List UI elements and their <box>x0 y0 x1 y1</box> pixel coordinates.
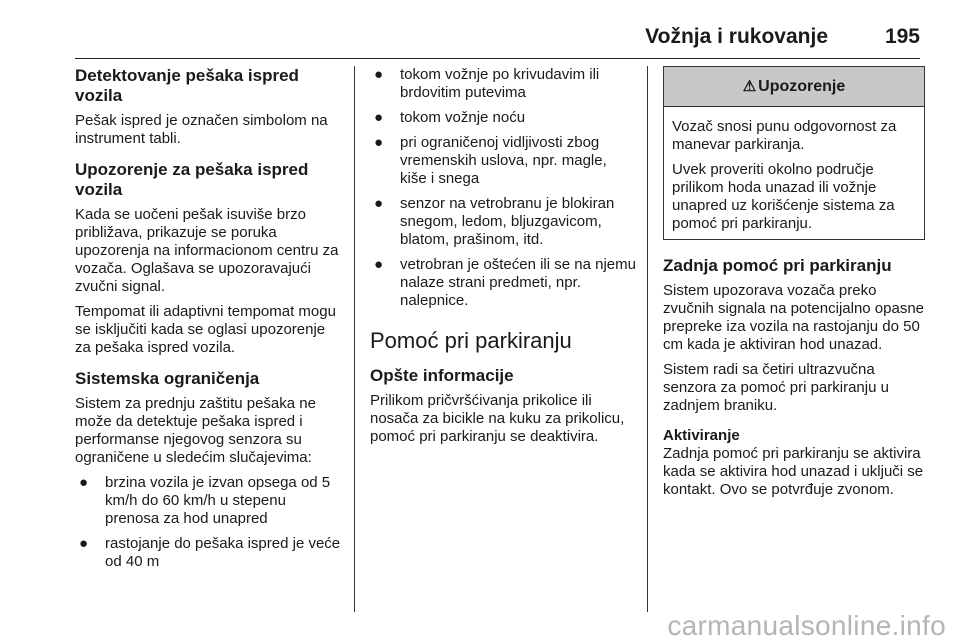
warning-triangle-icon: ⚠ <box>742 78 757 95</box>
list-item: ● pri ograničenoj vidljivosti zbog vremenskih uslova, npr. magle, kiše i snega <box>374 134 607 187</box>
limits-list <box>75 474 341 571</box>
list-item: ● brzina vozila je izvan opsega od 5 km/h do 60 km/h u stepenu prenosa za hod unapred <box>79 474 331 527</box>
column-left <box>75 66 341 578</box>
limits-list-continued <box>370 66 636 310</box>
bullet-icon: ● <box>374 109 384 126</box>
column-divider <box>354 66 355 612</box>
paragraph: Zadnja pomoć pri parkiranju se aktivira kada se aktivira hod unazad i uključi se kontakt. Ovo se potvrđuje zvonom. <box>663 445 924 498</box>
column-right <box>663 66 925 506</box>
bullet-icon: ● <box>79 535 89 552</box>
section-title: Vožnja i rukovanje <box>645 25 828 48</box>
paragraph: Vozač snosi punu odgovornost za manevar parkiranja. <box>672 118 897 153</box>
paragraph: Sistem za prednju zaštitu pešaka ne može da detektuje pešaka ispred i performanse njegovog senzora su ograničene u sledećim slučajevima: <box>75 395 316 466</box>
paragraph: Kada se uočeni pešak isuviše brzo približava, prikazuje se poruka upozorenja na informacionom centru za vozača. Oglašava se upozoravajući zvučni signal. <box>75 206 339 295</box>
list-item: ● senzor na vetrobranu je blokiran snegom, ledom, bljuzgavicom, blatom, prašinom, itd. <box>374 195 615 248</box>
bullet-icon: ● <box>374 66 384 83</box>
heading-pedestrian-warning: Upozorenje za pešaka ispred vozila <box>75 160 309 199</box>
warning-title: Upozorenje <box>758 78 846 95</box>
bullet-icon: ● <box>374 134 384 151</box>
paragraph: Prilikom pričvršćivanja prikolice ili nosača za bicikle na kuku za prikolicu, pomoć pri parkiranju se deaktivira. <box>370 392 625 445</box>
heading-activation: Aktiviranje <box>663 427 740 444</box>
paragraph: Sistem radi sa četiri ultrazvučna senzora za pomoć pri parkiranju u zadnjem braniku. <box>663 361 889 414</box>
page-header <box>75 22 920 59</box>
warning-header <box>664 67 924 107</box>
warning-body <box>664 107 924 239</box>
warning-box <box>663 66 925 240</box>
heading-general-info: Opšte informacije <box>370 366 514 385</box>
heading-pedestrian-detection: Detektovanje pešaka ispred vozila <box>75 66 299 105</box>
list-item: ● vetrobran je oštećen ili se na njemu nalaze strani predmeti, npr. nalepnice. <box>374 256 636 309</box>
column-middle <box>370 66 636 453</box>
page-number: 195 <box>884 25 920 48</box>
watermark: carmanualsonline.info <box>667 610 946 641</box>
list-item: ● tokom vožnje noću <box>374 109 526 126</box>
bullet-icon: ● <box>374 256 384 273</box>
heading-parking-assist: Pomoć pri parkiranju <box>370 328 572 353</box>
bullet-icon: ● <box>374 195 384 212</box>
paragraph: Pešak ispred je označen simbolom na instrument tabli. <box>75 112 328 147</box>
list-item: ● tokom vožnje po krivudavim ili brdovitim putevima <box>374 66 600 101</box>
column-divider <box>647 66 648 612</box>
paragraph: Tempomat ili adaptivni tempomat mogu se isključiti kada se oglasi upozorenje za pešaka ispred vozila. <box>75 303 336 356</box>
heading-rear-parking-assist: Zadnja pomoć pri parkiranju <box>663 256 892 275</box>
paragraph: Uvek proveriti okolno područje prilikom hoda unazad ili vožnje unapred uz korišćenje sistema za pomoć pri parkiranju. <box>672 161 895 232</box>
list-item: ● rastojanje do pešaka ispred je veće od 40 m <box>79 535 341 570</box>
bullet-icon: ● <box>79 474 89 491</box>
heading-system-limits: Sistemska ograničenja <box>75 369 260 388</box>
paragraph: Sistem upozorava vozača preko zvučnih signala na potencijalno opasne prepreke iza vozila na rastojanju do 50 cm kada je aktiviran hod unazad. <box>663 282 925 353</box>
